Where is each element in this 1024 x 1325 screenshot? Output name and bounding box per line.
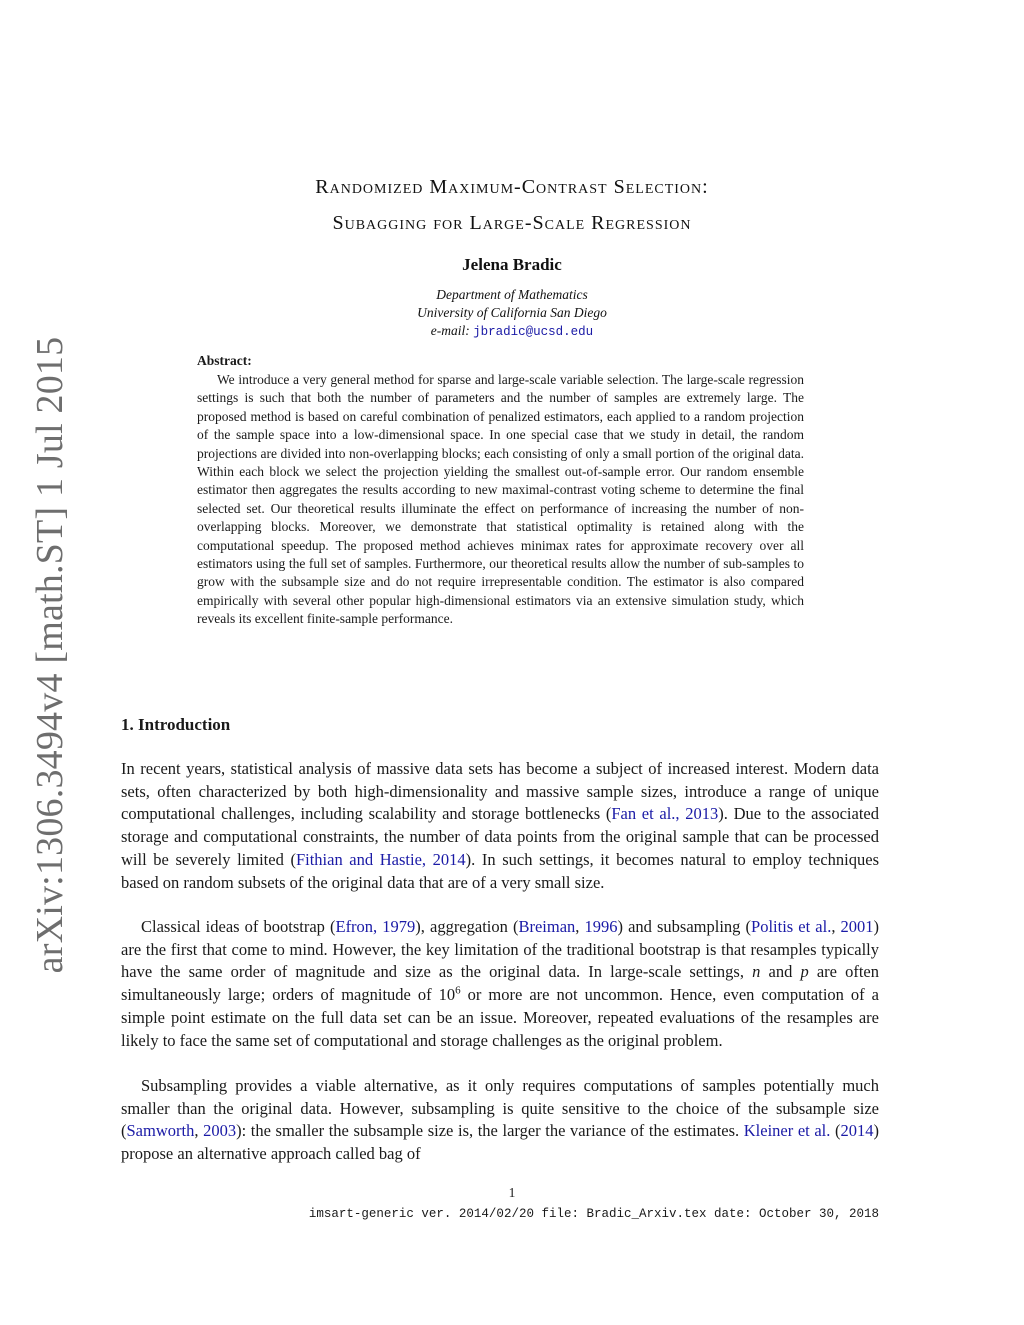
text-span: ) are the first that come to mind. However, the key limitation of the traditional bootstrap is that resamples typically have the same order of magnitude and size as the original data. In large-scale settings,: [121, 917, 880, 982]
citation-link[interactable]: Politis et al.: [751, 917, 832, 936]
text-span: In recent years, statistical analysis of massive data sets has become a subject of increased interest. Modern data sets, often characterized by both high-dimensionality and massive sample sizes, introduce a range of unique computational challenges, including scalability and storage bottlenecks (: [121, 759, 879, 824]
text-span: ,: [575, 917, 585, 936]
citation-link[interactable]: 2001: [840, 917, 874, 936]
text-span: are often simultaneously large; orders of magnitude of 10: [121, 962, 880, 1005]
text-span: ) and subsampling (: [617, 917, 752, 936]
text-span: ). Due to the associated storage and computational constraints, the number of data points from the original sample that can be processed will be severely limited (: [121, 804, 879, 869]
citation-link[interactable]: 1996: [584, 917, 618, 936]
citation-link[interactable]: 2014: [840, 1121, 874, 1141]
author-name: Jelena Bradic: [462, 255, 562, 274]
author-university: University of California San Diego: [417, 305, 607, 320]
citation-link[interactable]: 2003: [203, 1121, 237, 1141]
text-span: Classical ideas of bootstrap (: [141, 917, 336, 936]
text-span: ) propose an alternative approach called bag of: [121, 1121, 879, 1164]
paper-title-line-1: Randomized Maximum-Contrast Selection:: [315, 176, 709, 198]
text-span: ,: [831, 917, 841, 936]
exponent: 6: [455, 984, 461, 997]
citation-link[interactable]: Kleiner et al.: [743, 1121, 831, 1141]
arxiv-identifier-stamp: arXiv:1306.3494v4 [math.ST] 1 Jul 2015: [29, 336, 71, 974]
citation-link[interactable]: Fan et al., 2013: [611, 804, 719, 824]
text-span: ): the smaller the subsample size is, the larger the variance of the estimates.: [236, 1121, 744, 1141]
text-span: or more are not uncommon. Hence, even computation of a simple point estimate on the full data set can be an issue. Moreover, repeated evaluations of the resamples are likely to face the same set of computational and storage challenges as the original problem.: [121, 985, 879, 1050]
abstract-heading: Abstract:: [197, 353, 252, 368]
page-number: 1: [508, 1185, 516, 1200]
section-heading-introduction: 1. Introduction: [121, 715, 231, 734]
text-span: ,: [194, 1121, 204, 1141]
citation-link[interactable]: Fithian and Hastie, 2014: [295, 849, 466, 869]
text-span: (: [830, 1121, 841, 1141]
math-variable-n: n: [752, 962, 761, 982]
intro-paragraph-2: [121, 916, 879, 1052]
citation-link[interactable]: Breiman: [518, 917, 576, 936]
email-label: e-mail:: [430, 323, 470, 338]
abstract-text: We introduce a very general method for sparse and large-scale variable selection. The large-scale regression settings is such that both the number of parameters and the number of samples are extremely large. The proposed method is based on careful combination of penalized estimators, each applied to a random projection of the sample space into a low-dimensional space. In one special case that we study in detail, the random projections are divided into non-overlapping blocks; each consisting of only a small portion of the original data. Within each block we select the projection yielding the smallest out-of-sample error. Our random ensemble estimator then aggregates the results according to new maximal-contrast voting scheme to determine the final selected set. Our theoretical results illuminate the effect on performance of increasing the number of non-overlapping blocks. Moreover, we demonstrate that statistical optimality is retained along with the computational speedup. The proposed method achieves minimax rates for approximate recovery over all estimators using the full set of samples. Furthermore, our theoretical results allow the number of sub-samples to grow with the subsample size and do not require irrepresentable condition. The estimator is also compared empirically with several other popular high-dimensional estimators via an extensive simulation study, which reveals its excellent finite-sample performance.: [197, 372, 804, 627]
author-email-line: [0, 323, 1024, 339]
text-span: ), aggregation (: [415, 917, 519, 936]
citation-link[interactable]: Samworth: [126, 1121, 195, 1141]
author-email-link[interactable]: jbradic@ucsd.edu: [473, 325, 594, 339]
document-footer: imsart-generic ver. 2014/02/20 file: Bradic_Arxiv.tex date: October 30, 2018: [308, 1207, 879, 1221]
math-variable-p: p: [800, 962, 809, 982]
text-span: and: [760, 962, 801, 982]
intro-paragraph-1: [121, 758, 879, 894]
author-department: Department of Mathematics: [436, 287, 588, 302]
intro-paragraph-3: [121, 1075, 879, 1166]
citation-link[interactable]: Efron, 1979: [335, 917, 416, 936]
text-span: ). In such settings, it becomes natural to employ techniques based on random subsets of the original data that are of a very small size.: [121, 849, 879, 892]
paper-title-line-2: Subagging for Large-Scale Regression: [332, 212, 692, 234]
text-span: Subsampling provides a viable alternative, as it only requires computations of samples potentially much smaller than the original data. However, subsampling is quite sensitive to the choice of the subsample size (: [121, 1076, 879, 1141]
